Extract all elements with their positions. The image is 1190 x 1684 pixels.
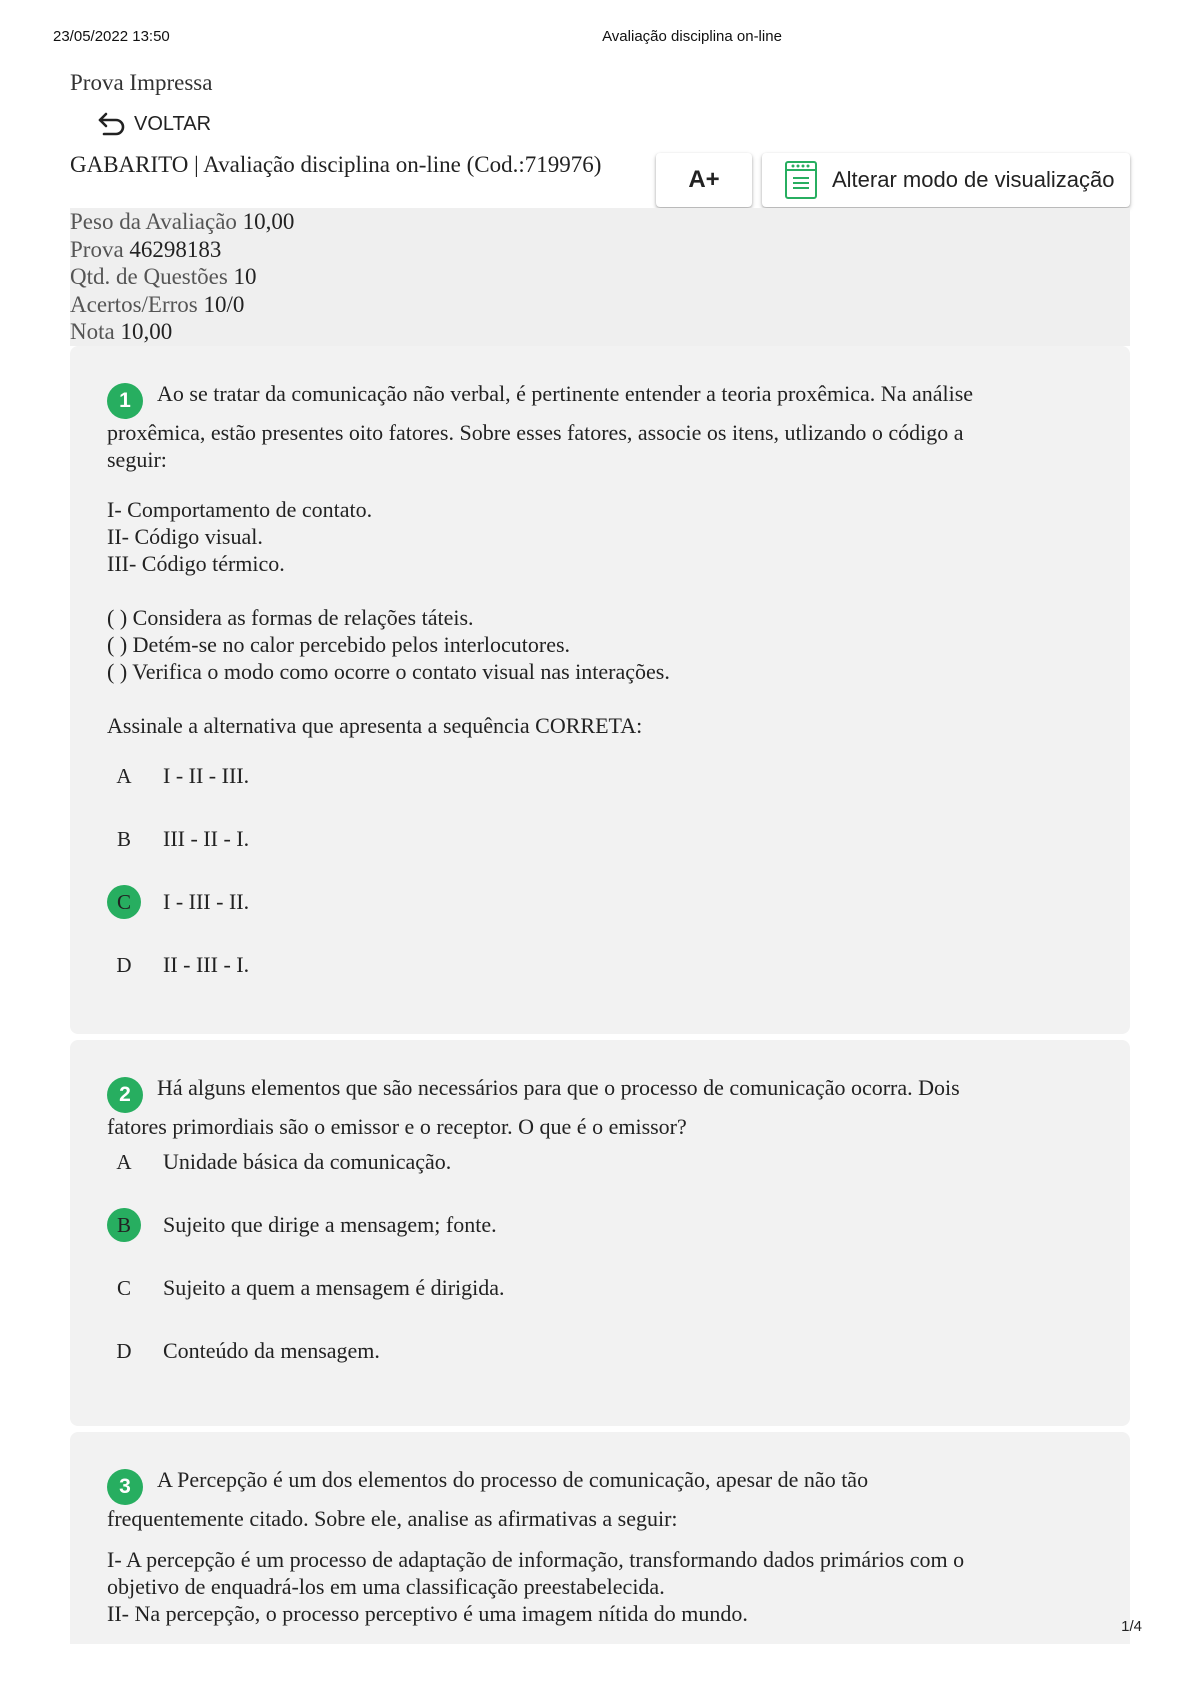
document-view-icon bbox=[784, 160, 818, 200]
option-letter: A bbox=[116, 1149, 132, 1174]
question-1-blanks: ( ) Considera as formas de relações táteis. ( ) Detém-se no calor percebido pelos interlocutores. ( ) Verifica o modo como ocorre o contato visual nas interações. bbox=[107, 605, 670, 684]
option-letter: D bbox=[116, 1338, 132, 1363]
print-title: Avaliação disciplina on-line bbox=[602, 28, 782, 45]
print-page-number: 1/4 bbox=[1121, 1618, 1142, 1635]
question-2-text: 2 Há alguns elementos que são necessários para que o processo de comunicação ocorra. Dois fatores primordiais são o emissor e o receptor. O que é o emissor? bbox=[107, 1075, 960, 1139]
option-letter: B bbox=[116, 826, 131, 851]
summary-qtd: Qtd. de Questões 10 bbox=[70, 264, 257, 289]
change-view-mode-button[interactable] bbox=[762, 153, 1130, 207]
evaluation-summary bbox=[70, 208, 1130, 346]
gabarito-title: GABARITO | Avaliação disciplina on-line (Cod.:719976) bbox=[70, 152, 602, 177]
summary-nota: Nota 10,00 bbox=[70, 319, 173, 344]
question-number-badge: 2 bbox=[107, 1077, 143, 1113]
summary-acertos: Acertos/Erros 10/0 bbox=[70, 291, 245, 317]
option-text: Sujeito a quem a mensagem é dirigida. bbox=[163, 1275, 505, 1300]
question-card-3 bbox=[70, 1432, 1130, 1644]
question-card-2 bbox=[70, 1040, 1130, 1426]
return-arrow-icon bbox=[96, 110, 128, 138]
option-letter: D bbox=[116, 952, 132, 977]
back-label: VOLTAR bbox=[134, 112, 212, 135]
option-text: Sujeito que dirige a mensagem; fonte. bbox=[163, 1212, 497, 1237]
question-1-prompt: Assinale a alternativa que apresenta a sequência CORRETA: bbox=[107, 713, 643, 738]
question-number-badge: 1 bbox=[107, 383, 143, 419]
print-header bbox=[0, 28, 1190, 50]
question-1-text: 1 Ao se tratar da comunicação não verbal, é pertinente entender a teoria proxêmica. Na análise proxêmica, estão presentes oito fatores. Sobre esses fatores, associe os itens, utlizando o código a seguir: bbox=[107, 381, 974, 472]
q2-option-b-correct[interactable] bbox=[107, 1207, 497, 1243]
option-letter-correct: C bbox=[107, 885, 141, 919]
question-card-1 bbox=[70, 346, 1130, 1034]
back-button[interactable] bbox=[96, 110, 211, 138]
summary-prova: Prova 46298183 bbox=[70, 236, 222, 262]
question-3-text: 3 A Percepção é um dos elementos do processo de comunicação, apesar de não tão frequentemente citado. Sobre ele, analise as afirmativas a seguir: bbox=[107, 1467, 869, 1531]
option-letter: C bbox=[116, 1275, 131, 1300]
q1-option-d[interactable] bbox=[107, 947, 249, 983]
question-1-items: I- Comportamento de contato. II- Código visual. III- Código térmico. bbox=[107, 497, 373, 576]
summary-peso: Peso da Avaliação 10,00 bbox=[70, 209, 295, 234]
question-3-items: I- A percepção é um processo de adaptação de informação, transformando dados primários com o objetivo de enquadrá-los em uma classificação preestabelecida. II- Na percepção, o processo perceptivo é uma imagem nítida do mundo. bbox=[107, 1547, 965, 1626]
question-number-badge: 3 bbox=[107, 1469, 143, 1505]
app-title: Prova Impressa bbox=[70, 70, 213, 95]
q2-option-d[interactable] bbox=[107, 1333, 380, 1369]
option-text: II - III - I. bbox=[163, 952, 250, 977]
q2-option-c[interactable] bbox=[107, 1270, 505, 1306]
q1-option-b[interactable] bbox=[107, 821, 249, 857]
option-letter-correct: B bbox=[107, 1208, 141, 1242]
option-text: I - II - III. bbox=[163, 763, 250, 788]
option-letter: A bbox=[116, 763, 132, 788]
option-text: III - II - I. bbox=[163, 826, 250, 851]
increase-font-button[interactable]: A+ bbox=[656, 153, 752, 207]
option-text: Unidade básica da comunicação. bbox=[163, 1149, 452, 1174]
q1-option-a[interactable] bbox=[107, 758, 249, 794]
q1-option-c-correct[interactable] bbox=[107, 884, 249, 920]
option-text: I - III - II. bbox=[163, 889, 250, 914]
print-date: 23/05/2022 13:50 bbox=[53, 28, 170, 45]
option-text: Conteúdo da mensagem. bbox=[163, 1338, 380, 1363]
change-view-mode-label: Alterar modo de visualização bbox=[832, 167, 1115, 192]
q2-option-a[interactable] bbox=[107, 1144, 451, 1180]
